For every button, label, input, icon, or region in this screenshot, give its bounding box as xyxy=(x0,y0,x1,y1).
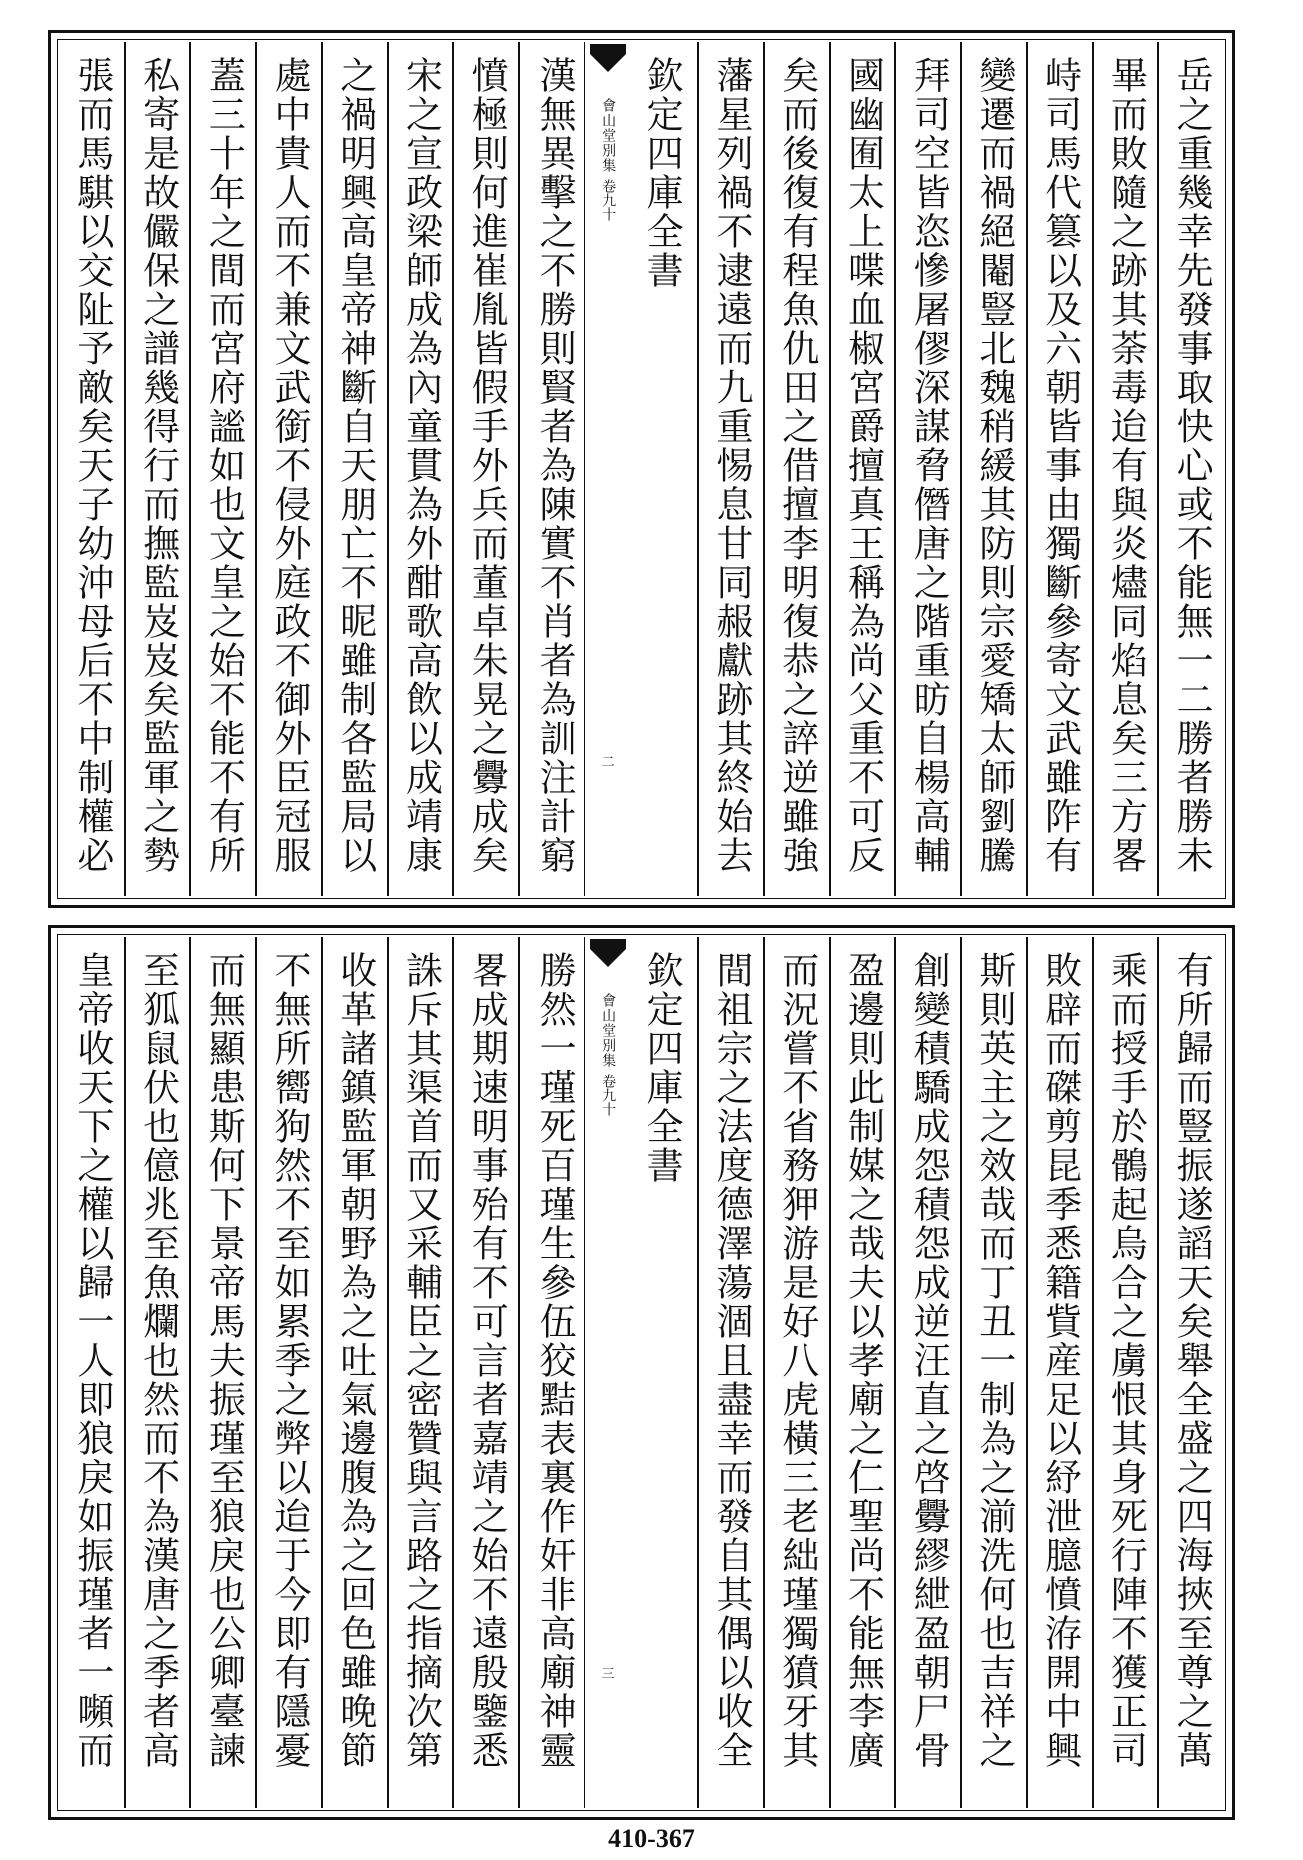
text-column: 皇帝收天下之權以歸一人即狼戾如振瑾者一嚬而 xyxy=(70,951,114,1770)
text-columns xyxy=(60,937,1223,1808)
text-column: 有所歸而豎振遂謟天矣舉全盛之四海挾至尊之萬 xyxy=(1157,937,1223,1808)
text-column: 變遷而禍絕閹豎北魏稍緩其防則宗愛矯太師劉騰 xyxy=(960,42,1026,896)
text-column: 蓋三十年之間而宮府謐如也文皇之始不能不有所 xyxy=(189,42,255,896)
bottom-page-panel xyxy=(48,925,1235,1820)
text-column: 藩星列禍不逮遠而九重惕息甘同赧獻跡其終始去 xyxy=(697,42,763,896)
center-fold-column xyxy=(518,42,697,896)
collection-title: 會山堂別集 xyxy=(600,98,617,173)
fishtail-mark-icon xyxy=(590,44,626,74)
center-fold-column xyxy=(518,937,697,1808)
text-column: 而無顯患斯何下景帝馬夫振瑾至狼戾也公卿臺諫 xyxy=(189,937,255,1808)
text-column: 誅斥其渠首而又采輔臣之密贊與言路之指摘次第 xyxy=(387,937,453,1808)
text-column: 敗辟而磔剪昆季悉籍貲産足以紓泄臆憤洊開中興 xyxy=(1026,937,1092,1808)
text-column: 畧成期速明事殆有不可言者嘉靖之始不遠殷鑒悉 xyxy=(452,937,518,1808)
text-column: 斯則英主之效哉而丁丑一制為之湔洗何也吉祥之 xyxy=(960,937,1026,1808)
text-column: 拜司空皆恣慘屠僇深謀脅僭唐之階重昉自楊高輔 xyxy=(894,42,960,896)
text-column: 國幽囿太上喋血椒宮爵擅真王稱為尚父重不可反 xyxy=(829,42,895,896)
leaf-number: 三 xyxy=(601,1667,615,1682)
book-title-header: 欽定四庫全書 xyxy=(640,951,684,1185)
top-page-panel xyxy=(48,30,1235,908)
text-column: 憤極則何進崔胤皆假手外兵而董卓朱晃之釁成矣 xyxy=(452,42,518,896)
text-column: 勝然一瑾死百瑾生參伍狡黠表裏作奸非高廟神靈 xyxy=(533,951,577,1770)
text-column: 間祖宗之法度德澤蕩涸且盡幸而發自其偶以收全 xyxy=(697,937,763,1808)
volume-label: 卷九十 xyxy=(600,179,617,221)
text-column: 處中貴人而不兼文武銜不侵外庭政不御外臣冠服 xyxy=(255,42,321,896)
page-number: 410-367 xyxy=(608,1824,695,1853)
text-columns xyxy=(60,42,1223,896)
collection-title: 會山堂別集 xyxy=(600,993,617,1068)
text-column: 岳之重幾幸先發事取快心或不能無一二勝者勝未 xyxy=(1157,42,1223,896)
text-column: 矣而後復有程魚仇田之借擅李明復恭之誶逆雖強 xyxy=(763,42,829,896)
fishtail-mark-icon xyxy=(590,939,626,969)
text-column: 之禍明興高皇帝神斷自天朋亡不昵雖制各監局以 xyxy=(321,42,387,896)
text-column: 不無所嚮狗然不至如累季之弊以迨于今即有隱憂 xyxy=(255,937,321,1808)
text-column: 畢而敗隨之跡其荼毒迨有與炎燼同焰息矣三方畧 xyxy=(1092,42,1158,896)
volume-label: 卷九十 xyxy=(600,1074,617,1116)
text-column: 漢無異擊之不勝則賢者為陳實不肖者為訓注計窮 xyxy=(533,56,577,875)
text-column: 至狐鼠伏也億兆至魚爛也然而不為漢唐之季者高 xyxy=(124,937,190,1808)
leaf-number: 二 xyxy=(601,755,615,770)
text-column: 峙司馬代篡以及六朝皆事由獨斷參寄文武雖阼有 xyxy=(1026,42,1092,896)
text-column: 收革諸鎮監軍朝野為之吐氣邊腹為之回色雖晚節 xyxy=(321,937,387,1808)
text-column: 張而馬騏以交阯予敵矣天子幼沖母后不中制權必 xyxy=(70,56,114,875)
fold-margin xyxy=(584,937,631,1808)
text-column: 乘而授手於鶻起烏合之虜恨其身死行陣不獲正司 xyxy=(1092,937,1158,1808)
text-column: 而況嘗不省務狎游是好八虎橫三老絀瑾獨獖牙其 xyxy=(763,937,829,1808)
text-column: 宋之宣政梁師成為內童貫為外酣歌高飲以成靖康 xyxy=(387,42,453,896)
book-title-header: 欽定四庫全書 xyxy=(640,56,684,290)
text-column: 創變積驕成怨積怨成逆汪直之啓釁繆紲盈朝尸骨 xyxy=(894,937,960,1808)
text-column: 私寄是故儼保之譜幾得行而撫監岌岌矣監軍之勢 xyxy=(124,42,190,896)
text-column: 盈邊則此制媒之哉夫以孝廟之仁聖尚不能無李廣 xyxy=(829,937,895,1808)
fold-margin xyxy=(584,42,631,896)
